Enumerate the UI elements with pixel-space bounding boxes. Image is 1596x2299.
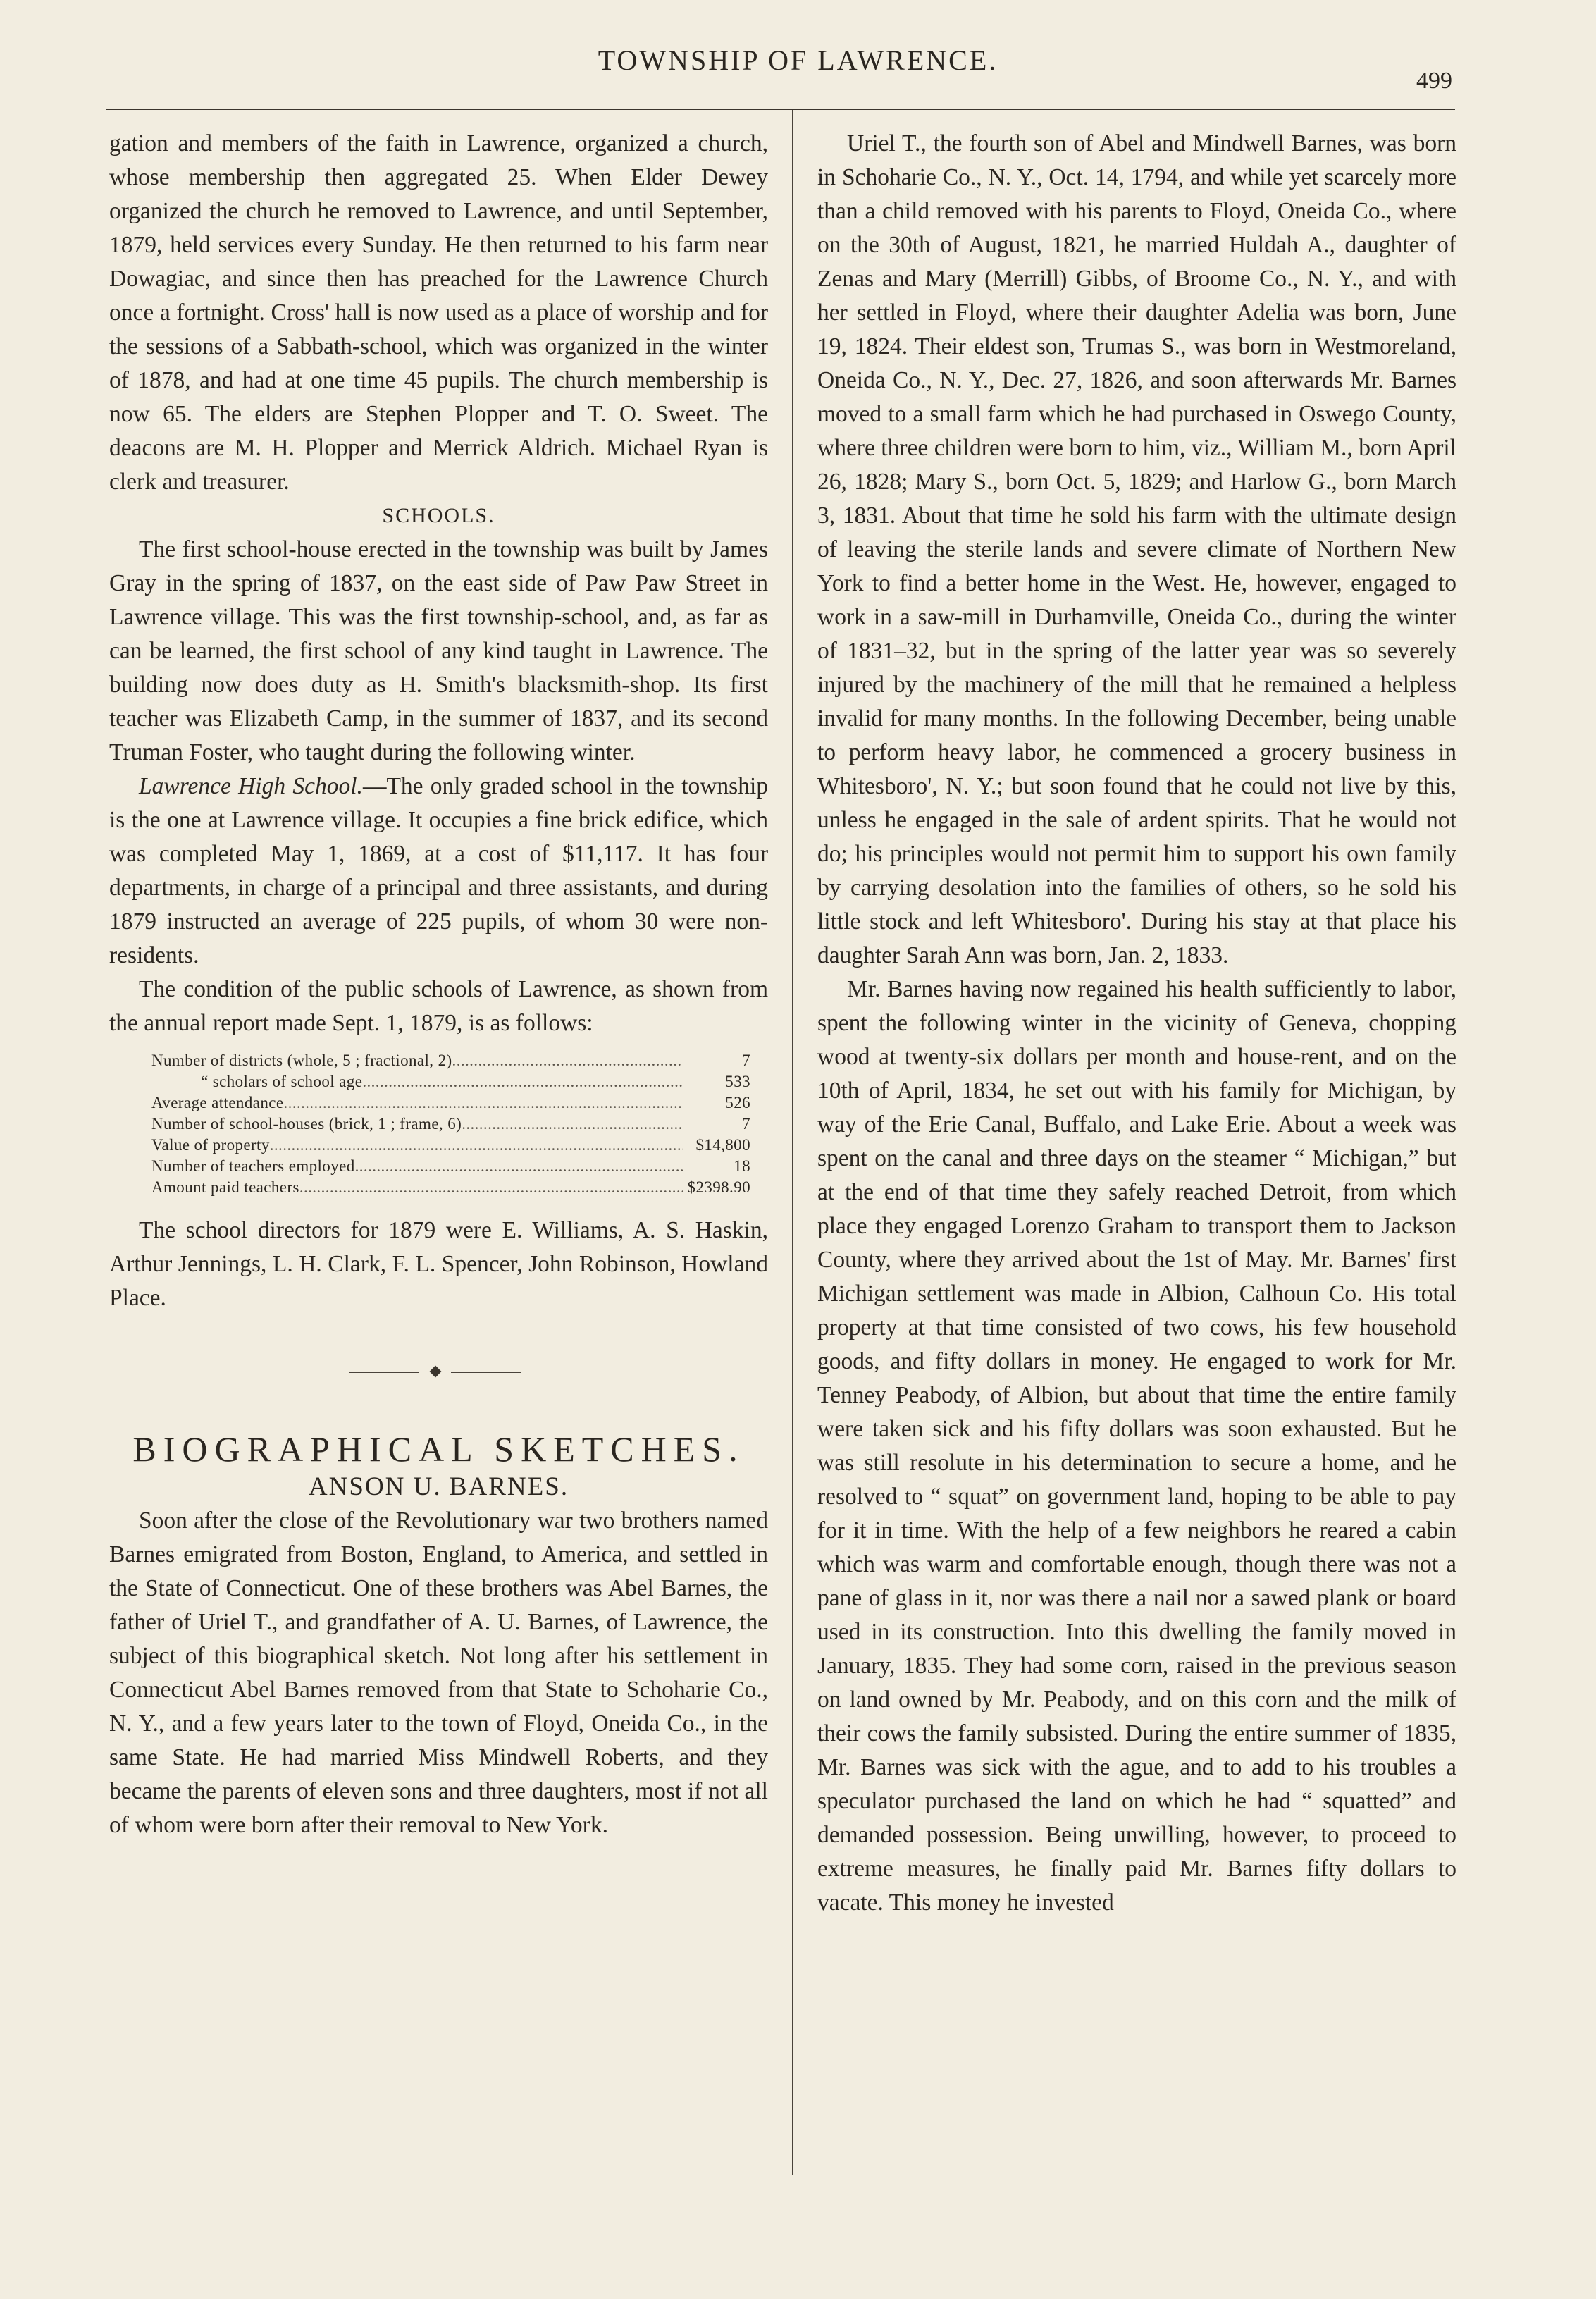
stat-label: Amount paid teachers (151, 1178, 299, 1196)
right-column (817, 127, 1456, 1920)
page-number: 499 (1416, 68, 1452, 94)
running-head: TOWNSHIP OF LAWRENCE. (598, 44, 998, 76)
stat-value: 7 (742, 1052, 750, 1069)
stat-row (151, 1135, 750, 1156)
leader-dots (355, 1156, 683, 1177)
leader-dots (299, 1177, 683, 1198)
stat-value: 18 (734, 1157, 750, 1175)
leader-dots (452, 1050, 683, 1071)
stat-label: Number of teachers employed (151, 1157, 355, 1175)
section-ornament (109, 1364, 768, 1379)
stat-label: Value of property (151, 1136, 270, 1154)
ornament-line (451, 1372, 521, 1373)
first-schoolhouse-paragraph: The first school-house erected in the township was built by James Gray in the spring of 1837, on the east side of Paw Paw Street in Lawrence village. This was the first township-school, and, as far as can be learned, the first school of any kind taught in Lawrence. The building now does duty as H. Smith's blacksmith-shop. Its first teacher was Elizabeth Camp, in the summer of 1837, and its second Truman Foster, who taught during the following winter. (109, 536, 768, 765)
school-directors-paragraph: The school directors for 1879 were E. Williams, A. S. Haskin, Arthur Jennings, L. H. Clark, F. L. Spencer, John Robinson, Howland Place. (109, 1217, 768, 1311)
stat-label: Average attendance (151, 1094, 284, 1111)
stat-label: Number of school-houses (brick, 1 ; frame, 6) (151, 1115, 462, 1133)
column-divider (792, 110, 793, 2175)
school-condition-paragraph: The condition of the public schools of Lawrence, as shown from the annual report made Sept. 1, 1879, is as follows: (109, 976, 768, 1036)
stat-row (151, 1092, 750, 1114)
stat-value: 7 (742, 1115, 750, 1133)
stat-row (151, 1156, 750, 1177)
left-column (109, 127, 768, 1842)
biographical-sketches-heading: BIOGRAPHICAL SKETCHES. (132, 1429, 745, 1469)
stat-row (151, 1050, 750, 1071)
ornament-diamond (430, 1366, 442, 1378)
leader-dots (362, 1071, 683, 1092)
high-school-text: —The only graded school in the township is the one at Lawrence village. It occupies a fine brick edifice, which was completed May 1, 1869, at a cost of $11,117. It has four departments, in charge of a principal and three assistants, and during 1879 instructed an average of 225 pupils, of whom 30 were non-residents. (109, 773, 768, 968)
stat-value: $14,800 (695, 1136, 750, 1154)
barnes-family-paragraph: Soon after the close of the Revolutionary war two brothers named Barnes emigrated from Boston, England, to America, and settled in the State of Connecticut. One of these brothers was Abel Barnes, the father of Uriel T., and grandfather of A. U. Barnes, of Lawrence, the subject of this biographical sketch. Not long after his settlement in Connecticut Abel Barnes removed from that State to Schoharie Co., N. Y., and a few years later to the town of Floyd, Oneida Co., in the same State. He had married Miss Mindwell Roberts, and they became the parents of eleven sons and three daughters, most if not all of whom were born after their removal to New York. (109, 1508, 768, 1838)
school-statistics-table (151, 1050, 750, 1198)
schools-heading: SCHOOLS. (382, 504, 495, 527)
leader-dots (462, 1114, 683, 1135)
anson-barnes-heading: ANSON U. BARNES. (308, 1472, 569, 1501)
high-school-title: Lawrence High School. (139, 773, 363, 799)
stat-label: “ scholars of school age (201, 1073, 363, 1090)
stat-value: 526 (725, 1094, 750, 1111)
leader-dots (270, 1135, 683, 1156)
uriel-barnes-paragraph: Uriel T., the fourth son of Abel and Mindwell Barnes, was born in Schoharie Co., N. Y., Oct. 14, 1794, and while yet scarcely more than a child removed with his parents to Floyd, Oneida Co., where on the 30th of August, 1821, he married Huldah A., daughter of Zenas and Mary (Merrill) Gibbs, of Broome Co., N. Y., and with her settled in Floyd, where their daughter Adelia was born, June 19, 1824. Their eldest son, Trumas S., was born in Westmoreland, Oneida Co., N. Y., Dec. 27, 1826, and soon afterwards Mr. Barnes moved to a small farm which he had purchased in Oswego County, where three children were born to him, viz., William M., born April 26, 1828; Mary S., born Oct. 5, 1829; and Harlow G., born March 3, 1831. About that time he sold his farm with the ultimate design of leaving the sterile lands and severe climate of Northern New York to find a better home in the West. He, however, engaged to work in a saw-mill in Durhamville, Oneida Co., during the winter of 1831–32, but in the spring of the latter year was so severely injured by the machinery of the mill that he remained a helpless invalid for many months. In the following December, being unable to perform heavy labor, he commenced a grocery business in Whitesboro', N. Y.; but soon found that he could not live by this, unless he engaged in the sale of ardent spirits. That he would not do; his principles would not permit him to support his own family by carrying desolation into the families of others, so he sold his little stock and left Whitesboro'. During his stay at that place his daughter Sarah Ann was born, Jan. 2, 1833. (817, 130, 1456, 968)
high-school-paragraph (109, 770, 768, 973)
ornament-line (349, 1372, 419, 1373)
stat-label: Number of districts (whole, 5 ; fractional, 2) (151, 1052, 452, 1069)
header-rule (106, 109, 1455, 110)
stat-value: $2398.90 (687, 1178, 750, 1196)
church-paragraph: gation and members of the faith in Lawrence, organized a church, whose membership then aggregated 25. When Elder Dewey organized the church he removed to Lawrence, and until September, 1879, held services every Sunday. He then returned to his farm near Dowagiac, and since then has preached for the Lawrence Church once a fortnight. Cross' hall is now used as a place of worship and for the sessions of a Sabbath-school, which was organized in the winter of 1878, and had at one time 45 pupils. The church membership is now 65. The elders are Stephen Plopper and T. O. Sweet. The deacons are M. H. Plopper and Merrick Aldrich. Michael Ryan is clerk and treasurer. (109, 130, 768, 495)
stat-row (151, 1177, 750, 1198)
stat-value: 533 (725, 1073, 750, 1090)
stat-row (151, 1114, 750, 1135)
leader-dots (283, 1092, 683, 1114)
stat-row (151, 1071, 750, 1092)
michigan-settlement-paragraph: Mr. Barnes having now regained his health sufficiently to labor, spent the following winter in the vicinity of Geneva, chopping wood at twenty-six dollars per month and house-rent, and on the 10th of April, 1834, he set out with his family for Michigan, by way of the Erie Canal, Buffalo, and Lake Erie. About a week was spent on the canal and three days on the steamer “ Michigan,” but at the end of that time they safely reached Detroit, from which place they engaged Lorenzo Graham to transport them to Jackson County, where they arrived about the 1st of May. Mr. Barnes' first Michigan settlement was made in Albion, Calhoun Co. His total property at that time consisted of two cows, his few household goods, and fifty dollars in money. He engaged to work for Mr. Tenney Peabody, of Albion, but about that time the entire family were taken sick and his fifty dollars was soon exhausted. But he was still resolute in his determination to secure a home, and he resolved to “ squat” on government land, hoping to be able to pay for it in time. With the help of a few neighbors he reared a cabin which was warm and comfortable enough, though there was not a pane of glass in it, nor was there a nail nor a sawed plank or board used in its construction. Into this dwelling the family moved in January, 1835. They had some corn, raised in the previous season on land owned by Mr. Peabody, and on this corn and the milk of their cows the family subsisted. During the entire summer of 1835, Mr. Barnes was sick with the ague, and to add to his troubles a speculator purchased the land on which he had “ squatted” and demanded possession. Being unwilling, however, to proceed to extreme measures, he finally paid Mr. Barnes fifty dollars to vacate. This money he invested (817, 976, 1456, 1916)
